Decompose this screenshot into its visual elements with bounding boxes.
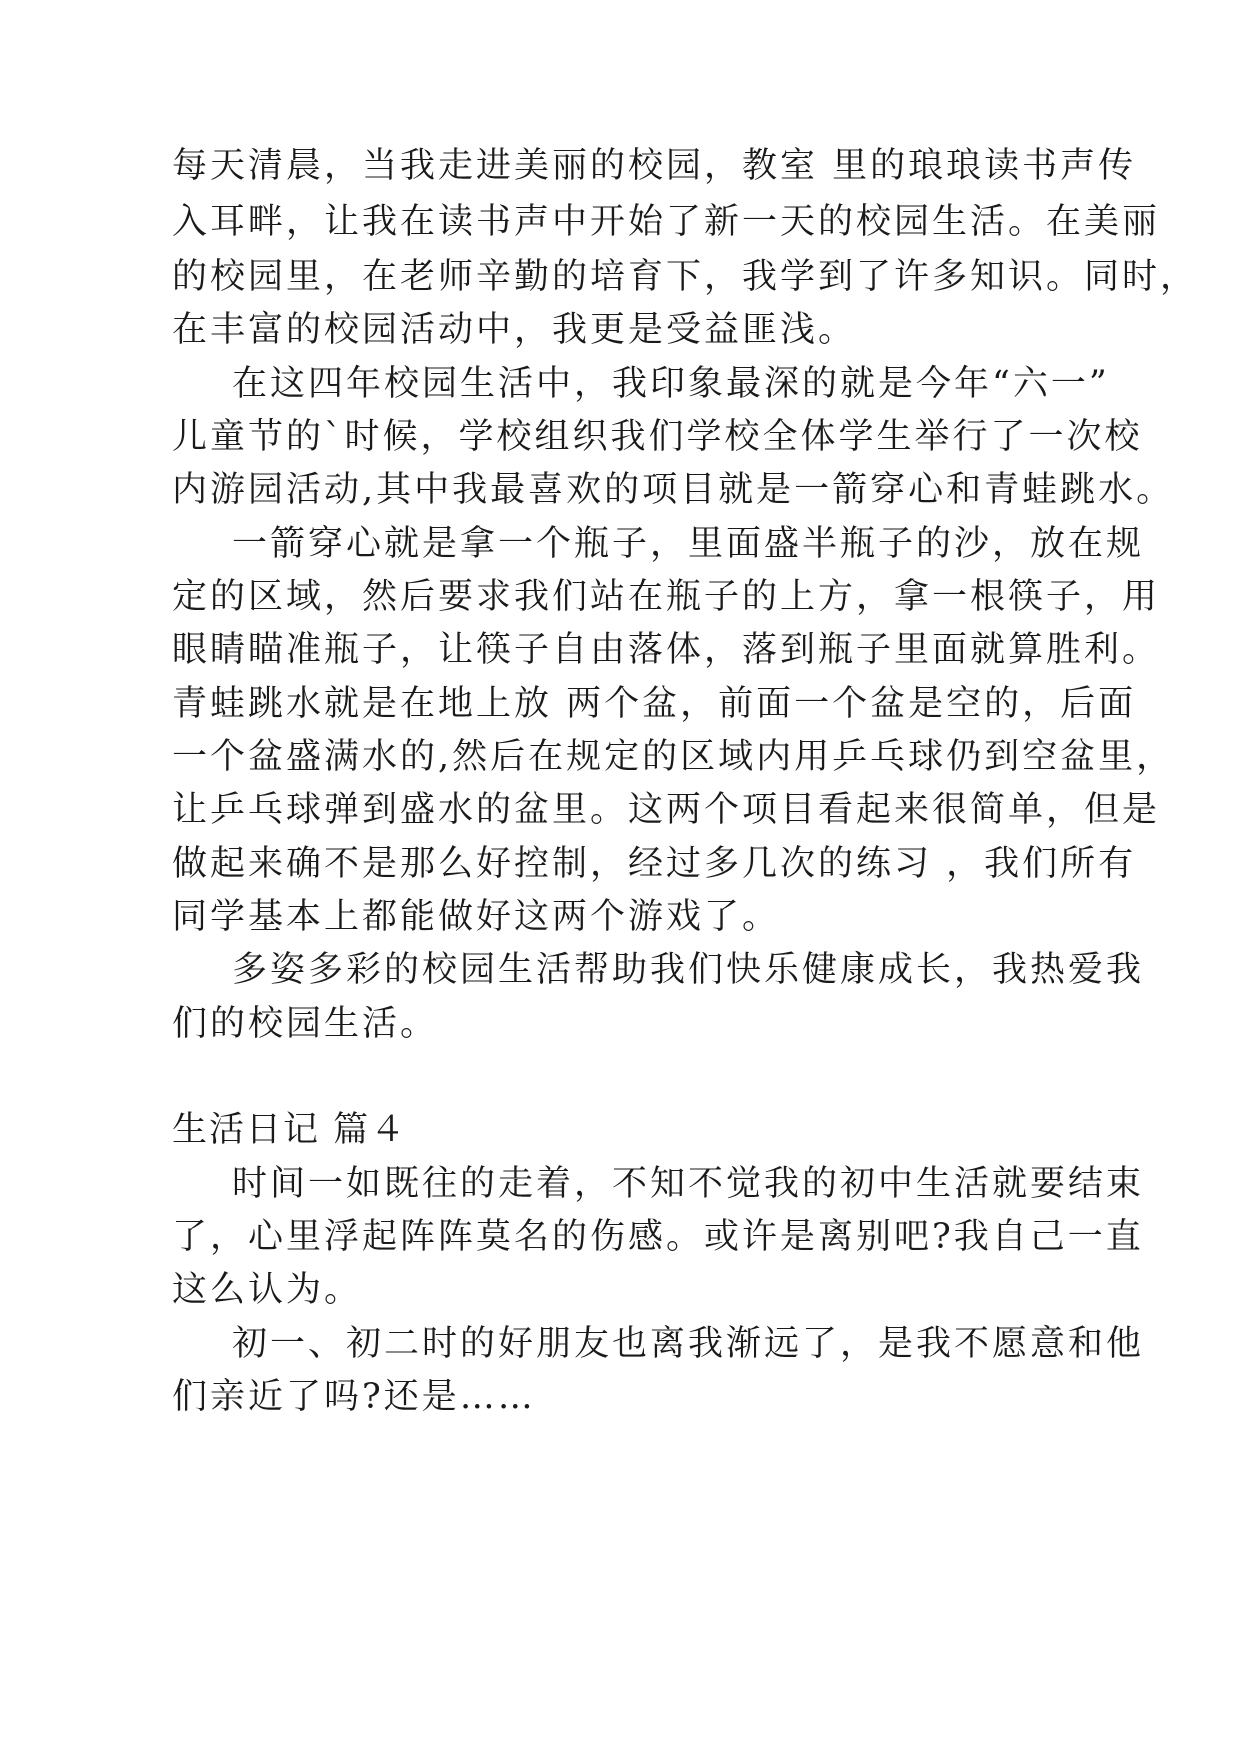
text-line: 眼睛瞄准瓶子，让筷子自由落体，落到瓶子里面就算胜利。 <box>172 630 1161 670</box>
text-line: 初一、初二时的好朋友也离我渐远了，是我不愿意和他 <box>232 1324 1145 1364</box>
text-line: 做起来确不是那么好控制，经过多几次的练习 ，我们所有 <box>172 844 1137 884</box>
text-line: 多姿多彩的校园生活帮助我们快乐健康成长，我热爱我 <box>232 950 1145 990</box>
text-line: 们的校园生活。 <box>172 1004 439 1044</box>
text-line: 在丰富的校园活动中，我更是受益匪浅。 <box>172 310 857 350</box>
text-line: 青蛙跳水就是在地上放 两个盆，前面一个盆是空的，后面 <box>172 684 1137 724</box>
text-line: 们亲近了吗?还是…… <box>172 1377 536 1417</box>
text-line: 每天清晨，当我走进美丽的校园，教室 里的琅琅读书声传 <box>172 146 1137 186</box>
text-line: 的校园里，在老师辛勤的培育下，我学到了许多知识。同时， <box>172 257 1199 297</box>
text-line: 内游园活动,其中我最喜欢的项目就是一箭穿心和青蛙跳水。 <box>172 470 1175 510</box>
section-heading: 生活日记 篇４ <box>172 1110 408 1150</box>
text-line: 了，心里浮起阵阵莫名的伤感。或许是离别吧?我自己一直 <box>172 1217 1144 1257</box>
text-line: 在这四年校园生活中，我印象最深的就是今年“六一” <box>232 364 1110 404</box>
text-line: 让乒乓球弹到盛水的盆里。这两个项目看起来很简单，但是 <box>172 790 1161 830</box>
text-line: 一箭穿心就是拿一个瓶子，里面盛半瓶子的沙，放在规 <box>232 524 1145 564</box>
text-line: 儿童节的`时候，学校组织我们学校全体学生举行了一次校 <box>172 417 1143 457</box>
text-line: 同学基本上都能做好这两个游戏了。 <box>172 897 781 937</box>
text-line: 一个盆盛满水的,然后在规定的区域内用乒乓球仍到空盆里， <box>172 737 1175 777</box>
text-line: 定的区域，然后要求我们站在瓶子的上方，拿一根筷子，用 <box>172 577 1161 617</box>
text-line: 这么认为。 <box>172 1270 363 1310</box>
text-line: 时间一如既往的走着，不知不觉我的初中生活就要结束 <box>232 1164 1145 1204</box>
text-line: 入耳畔，让我在读书声中开始了新一天的校园生活。在美丽 <box>172 202 1161 242</box>
